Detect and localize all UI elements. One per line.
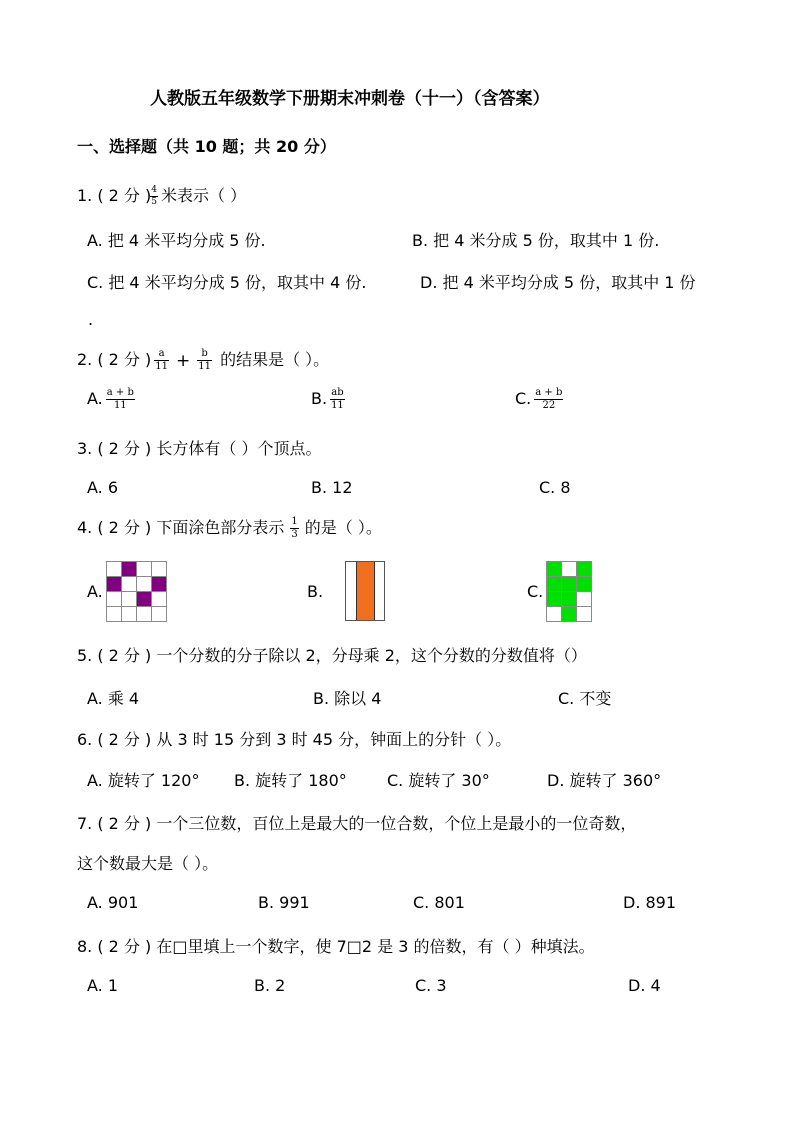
q4-option-c-grid-image[interactable] [546,561,592,622]
q1-option-b[interactable]: B. 把 4 米分成 5 份，取其中 1 份. [412,231,660,250]
q2-option-b[interactable] [311,388,348,411]
fraction-denominator: 11 [113,400,127,411]
question-7-line-1: 7. ( 2 分 ) 一个三位数，百位上是最大的一位合数，个位上是最小的一位奇数， [77,814,637,833]
question-2-prefix: 2. ( 2 分 ) [77,350,152,369]
fraction-numerator: 1 [291,516,298,527]
fraction-denominator: 3 [291,529,298,540]
question-3: 3. ( 2 分 ) 长方体有（ ）个顶点。 [77,439,322,458]
question-5: 5. ( 2 分 ) 一个分数的分子除以 2，分母乘 2，这个分数的分数值将（） [77,646,587,665]
q3-option-c[interactable]: C. 8 [539,478,571,497]
q6-option-c[interactable]: C. 旋转了 30° [387,771,490,790]
q4-option-b-bar-image[interactable] [345,561,385,621]
fraction-numerator: a + b [106,387,134,398]
q7-option-d[interactable]: D. 891 [623,893,677,912]
q3-option-a[interactable]: A. 6 [87,478,119,497]
q6-option-b[interactable]: B. 旋转了 180° [234,771,347,790]
q4-option-a-grid-image[interactable] [106,561,167,622]
q1-option-d-tail: . [88,310,94,329]
fraction-denominator: 5 [151,197,158,207]
q6-option-d[interactable]: D. 旋转了 360° [547,771,662,790]
q5-option-a[interactable]: A. 乘 4 [87,689,140,708]
option-fraction [330,388,345,411]
page-title: 人教版五年级数学下册期末冲刺卷（十一）（含答案） [150,89,550,109]
fraction-denominator: 11 [331,400,344,411]
option-label: C. [515,389,532,408]
q4-option-c[interactable]: C. [527,582,544,601]
q5-option-c[interactable]: C. 不变 [558,689,612,708]
section-heading: 一、选择题（共 10 题；共 20 分） [77,137,336,156]
fraction-denominator: 11 [155,361,169,372]
q7-option-c[interactable]: C. 801 [413,893,465,912]
q8-option-a[interactable]: A. 1 [87,976,119,995]
q7-option-b[interactable]: B. 991 [258,893,310,912]
q2-option-c[interactable] [515,388,566,411]
q4-option-a[interactable]: A. [87,582,103,601]
q8-option-c[interactable]: C. 3 [415,976,447,995]
question-4-prefix: 4. ( 2 分 ) 下面涂色部分表示 [77,518,285,537]
fraction-b-over-11 [197,349,212,372]
q8-option-b[interactable]: B. 2 [254,976,286,995]
q4-option-b[interactable]: B. [307,582,324,601]
question-4-stem: 的是（ ）。 [304,518,382,537]
question-1 [77,183,246,207]
question-7-line-2: 这个数最大是（ ）。 [77,854,219,873]
plus-sign: + [176,350,191,371]
question-8: 8. ( 2 分 ) 在□里填上一个数字，使 7□2 是 3 的倍数，有（ ）种填法。 [77,937,595,956]
q1-option-c[interactable]: C. 把 4 米平均分成 5 份，取其中 4 份. [87,273,367,292]
fraction-one-third [290,517,298,540]
option-label: B. [311,389,328,408]
question-1-prefix: 1. ( 2 分 ) [77,186,152,205]
fraction-numerator: b [197,349,212,361]
fraction-a-over-11 [154,349,169,372]
fraction-numerator: 4 [151,185,158,195]
q3-option-b[interactable]: B. 12 [311,478,353,497]
option-label: A. [87,389,103,408]
question-4 [77,515,382,540]
fraction-numerator: a + b [535,387,563,398]
q1-option-d[interactable]: D. 把 4 米平均分成 5 份，取其中 1 份 [420,273,696,292]
fraction-denominator: 22 [542,400,556,411]
fraction-numerator: ab [331,387,344,398]
q2-option-a[interactable] [87,388,138,411]
question-6: 6. ( 2 分 ) 从 3 时 15 分到 3 时 45 分，钟面上的分针（ ）。 [77,730,512,749]
q8-option-d[interactable]: D. 4 [628,976,661,995]
fraction-four-fifths [150,186,158,207]
fraction-numerator: a [154,349,169,361]
orange-shaded-strip [356,562,375,620]
q5-option-b[interactable]: B. 除以 4 [313,689,382,708]
q7-option-a[interactable]: A. 901 [87,893,139,912]
option-fraction [534,388,563,411]
fraction-denominator: 11 [198,361,211,372]
question-2-stem: 的结果是（ ）。 [220,350,330,369]
q1-option-a[interactable]: A. 把 4 米平均分成 5 份. [87,231,266,250]
option-fraction [106,388,135,411]
question-1-stem: 米表示（ ） [161,186,247,205]
q6-option-a[interactable]: A. 旋转了 120° [87,771,200,790]
question-2 [77,347,329,372]
